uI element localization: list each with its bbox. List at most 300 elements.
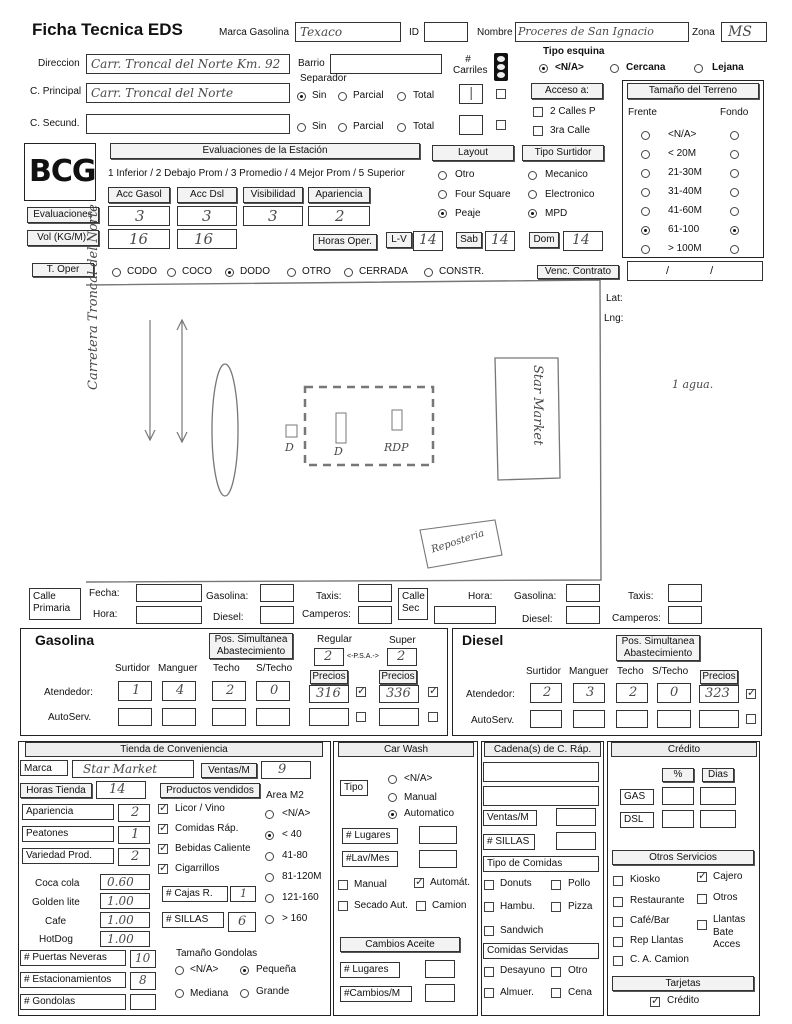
product-label: Comidas Ráp. — [175, 823, 239, 834]
cw-manual-radio[interactable] — [388, 793, 397, 802]
gasolina-pos-button[interactable]: Pos. Simultanea Abastecimiento — [209, 633, 293, 659]
dias-header: Dias — [702, 768, 734, 782]
esquina-lejana-radio[interactable] — [694, 64, 703, 73]
principal-value: Carr. Troncal del Norte — [91, 86, 234, 100]
area-radio[interactable] — [265, 915, 274, 924]
productos-header: Productos vendidos — [160, 783, 260, 798]
cafebar-label: Café/Bar — [630, 915, 670, 926]
ca-lugares-label: # Lugares — [340, 962, 400, 978]
restaurante-checkbox[interactable] — [613, 897, 623, 907]
gas-auto-regular-checkbox[interactable] — [356, 712, 366, 722]
gas-col-manguer: Manguer — [158, 663, 198, 674]
fondo-radio[interactable] — [730, 188, 739, 197]
golden-field[interactable]: 1.00 — [100, 893, 150, 909]
estac-field[interactable]: 8 — [130, 972, 156, 990]
esquina-na-label: <N/A> — [555, 62, 584, 73]
esquina-cercana-radio[interactable] — [610, 64, 619, 73]
zona-label: Zona — [692, 27, 715, 38]
acc-gasol-field[interactable]: 3 — [108, 206, 170, 226]
hora-label: Hora: — [93, 609, 118, 620]
id-label: ID — [409, 27, 419, 38]
taxis-sec-field[interactable] — [668, 584, 702, 602]
dsl-col-manguer: Manguer — [569, 666, 609, 677]
cajas-label: # Cajas R. — [162, 886, 228, 902]
layout-foursquare-label: Four Square — [455, 189, 511, 200]
principal-sin-radio[interactable] — [297, 92, 306, 101]
gas-col-stecho: S/Techo — [256, 663, 293, 674]
ca-lugares-field[interactable] — [425, 960, 455, 978]
acceso-2calles-checkbox[interactable] — [533, 107, 543, 117]
sillas-tienda-field[interactable]: 6 — [228, 912, 256, 932]
gas-stecho-field[interactable]: 0 — [256, 681, 290, 701]
otro-comida-label: Otro — [568, 965, 588, 976]
calle-primaria-box: Calle Primaria — [29, 588, 81, 620]
product-checkbox[interactable] — [158, 804, 168, 814]
zona-field[interactable] — [721, 22, 767, 42]
terreno-size-label: > 100M — [668, 243, 702, 254]
dsl-stecho-field[interactable]: 0 — [657, 683, 691, 703]
cw-automat-label: Automát. — [430, 877, 471, 888]
variedad-field[interactable]: 2 — [118, 848, 150, 866]
horas-tienda-field[interactable]: 14 — [96, 781, 146, 799]
regular-field[interactable]: 2 — [314, 648, 344, 666]
tipo-esquina-label: Tipo esquina — [543, 46, 605, 57]
diesel-count-field[interactable] — [260, 606, 294, 624]
cw-manual-checkbox[interactable] — [338, 880, 348, 890]
secund-checkbox[interactable] — [496, 120, 506, 130]
pizza-label: Pizza — [568, 901, 593, 912]
cw-auto-label: Automatico — [404, 808, 455, 819]
product-checkbox[interactable] — [158, 864, 168, 874]
dsl-auto-stecho[interactable] — [657, 710, 691, 728]
cajas-field[interactable]: 1 — [230, 886, 256, 902]
surtidor-button[interactable]: Tipo Surtidor — [522, 145, 604, 161]
gas-auto-stecho[interactable] — [256, 708, 290, 726]
peatones-label: Peatones — [22, 826, 114, 842]
cw-na-label: <N/A> — [404, 773, 433, 784]
carwash-header: Car Wash — [338, 742, 474, 757]
oper-constr-radio[interactable] — [424, 268, 433, 277]
acc-dsl-field[interactable]: 3 — [177, 206, 237, 226]
gas-col-techo: Techo — [213, 663, 240, 674]
cafe-label: Cafe — [45, 916, 67, 927]
gond-pequena-label: Pequeña — [256, 964, 297, 975]
ventas-tienda-label: Ventas/M — [201, 763, 257, 778]
road-label: Carretera Troncal del Norte — [86, 204, 101, 390]
cw-camion-checkbox[interactable] — [416, 901, 426, 911]
marca-tienda-label-box: Marca — [20, 760, 68, 776]
cw-na-radio[interactable] — [388, 775, 397, 784]
traffic-light-icon — [494, 53, 508, 81]
diesel-sec-field[interactable] — [566, 606, 600, 624]
area-radio[interactable] — [265, 810, 274, 819]
fecha-field[interactable] — [136, 584, 202, 602]
peatones-field[interactable]: 1 — [118, 826, 150, 844]
gas-surtidor-field[interactable]: 1 — [118, 681, 152, 701]
dsl-manguer-field[interactable]: 3 — [573, 683, 605, 703]
t-oper-button[interactable]: T. Oper — [32, 263, 94, 277]
visibilidad-field[interactable]: 3 — [243, 206, 303, 226]
dom-label: Dom — [529, 232, 559, 248]
principal-sin-label: Sin — [312, 90, 327, 101]
comidas-servidas-header: Comidas Servidas — [483, 943, 599, 959]
layout-otro-radio[interactable] — [438, 171, 447, 180]
desayuno-checkbox[interactable] — [484, 967, 494, 977]
surtidor-mpd-label: MPD — [545, 208, 568, 219]
area-radio[interactable] — [265, 873, 274, 882]
gas-auto-techo[interactable] — [212, 708, 246, 726]
kiosko-checkbox[interactable] — [613, 876, 623, 886]
lv-label: L-V — [386, 232, 412, 248]
area-radio[interactable] — [265, 894, 274, 903]
sab-label: Sab — [456, 232, 482, 248]
terreno-size-label: <N/A> — [668, 129, 697, 140]
nombre-field[interactable] — [515, 22, 689, 42]
pump3-label: RDP — [384, 441, 409, 454]
diesel-count-label: Diesel: — [213, 612, 244, 623]
coca-field[interactable]: 0.60 — [100, 874, 150, 890]
pizza-checkbox[interactable] — [551, 902, 561, 912]
otros-servicios-header: Otros Servicios — [612, 850, 754, 865]
area-radio[interactable] — [265, 831, 274, 840]
oper-option-label: COCO — [182, 266, 212, 277]
cw-lugares-label: # Lugares — [342, 828, 398, 844]
esquina-na-radio[interactable] — [539, 64, 548, 73]
dsl-auto-precio[interactable] — [699, 710, 739, 728]
cw-lugares-field[interactable] — [419, 826, 457, 844]
cw-camion-label: Camion — [432, 900, 467, 911]
principal-parcial-radio[interactable] — [338, 92, 347, 101]
frente-radio[interactable] — [641, 188, 650, 197]
gas-atendedor-label: Atendedor: — [44, 687, 93, 698]
marca-field[interactable] — [295, 22, 401, 42]
rep-llantas-label: Rep Llantas — [630, 935, 684, 946]
dsl-techo-field[interactable]: 2 — [616, 683, 648, 703]
hora-sec-field[interactable] — [434, 606, 496, 624]
gond-grande-label: Grande — [256, 986, 290, 997]
oper-option-label: CODO — [127, 266, 157, 277]
cajero-checkbox[interactable] — [697, 872, 707, 882]
hambu-label: Hambu. — [500, 901, 536, 912]
secund-total-radio[interactable] — [397, 123, 406, 132]
cw-secado-checkbox[interactable] — [338, 901, 348, 911]
dsl-auto-surtidor[interactable] — [530, 710, 562, 728]
dsl-surtidor-field[interactable]: 2 — [530, 683, 562, 703]
donuts-label: Donuts — [500, 878, 532, 889]
store-label: Star Market — [530, 365, 545, 446]
principal-parcial-label: Parcial — [353, 90, 384, 101]
dsl-precios-header: Precios — [700, 670, 738, 684]
cw-manual-label: Manual — [404, 792, 437, 803]
sab-field[interactable]: 14 — [485, 231, 515, 251]
product-checkbox[interactable] — [158, 844, 168, 854]
dsl-auto-manguer[interactable] — [573, 710, 605, 728]
marca-label: Marca Gasolina — [219, 27, 290, 38]
dsl-auto-checkbox[interactable] — [746, 714, 756, 724]
hora-sec-label: Hora: — [468, 591, 493, 602]
frente-radio[interactable] — [641, 226, 650, 235]
coca-label: Coca cola — [35, 878, 80, 889]
gas-credit-label: GAS — [620, 789, 654, 805]
product-label: Cigarrillos — [175, 863, 220, 874]
gondolas-label: # Gondolas — [20, 994, 126, 1010]
donuts-checkbox[interactable] — [484, 880, 494, 890]
gas-techo-field[interactable]: 2 — [212, 681, 246, 701]
dsl-auto-techo[interactable] — [616, 710, 648, 728]
surtidor-mecanico-radio[interactable] — [528, 171, 537, 180]
oper-otro-radio[interactable] — [287, 268, 296, 277]
precios-regular-header: Precios — [310, 670, 348, 684]
area-label: Area M2 — [266, 790, 304, 801]
terreno-size-label: < 20M — [668, 148, 697, 159]
cw-automat-checkbox[interactable] — [414, 878, 424, 888]
acceso-3ra-checkbox[interactable] — [533, 126, 543, 136]
id-field[interactable] — [424, 22, 468, 42]
nombre-label: Nombre — [477, 27, 513, 38]
principal-total-label: Total — [413, 90, 435, 101]
vol-dsl-field[interactable]: 16 — [177, 229, 237, 249]
venc-contrato-field[interactable]: / / — [627, 261, 763, 281]
camperos-sec-field[interactable] — [668, 606, 702, 624]
site-sketch — [0, 280, 792, 590]
pollo-label: Pollo — [568, 878, 591, 889]
hotdog-field[interactable]: 1.00 — [100, 931, 150, 947]
tam-gondolas-label: Tamaño Gondolas — [176, 948, 258, 959]
gas-precio-super[interactable]: 336 — [379, 685, 419, 703]
esquina-lejana-label: Lejana — [712, 62, 744, 73]
gas-regular-checkbox[interactable] — [356, 687, 366, 697]
oper-dodo-radio[interactable] — [225, 268, 234, 277]
puertas-field[interactable]: 10 — [130, 950, 156, 968]
cw-manual-chk-label: Manual — [354, 879, 387, 890]
desayuno-label: Desayuno — [500, 965, 546, 976]
frente-radio[interactable] — [641, 169, 650, 178]
direccion-label: Direccion — [38, 58, 80, 69]
evaluaciones-button[interactable]: Evaluaciones — [27, 207, 99, 223]
gas-manguer-field[interactable]: 4 — [162, 681, 196, 701]
cadena-sillas-field[interactable] — [556, 832, 596, 850]
regular-label: Regular — [317, 634, 353, 645]
secund-sin-label: Sin — [312, 121, 327, 132]
barrio-field[interactable] — [330, 54, 442, 74]
credito-card-checkbox[interactable] — [650, 997, 660, 1007]
cw-auto-radio[interactable] — [388, 810, 397, 819]
surtidor-electronico-label: Electronico — [545, 189, 595, 200]
dsl-credit-pct[interactable] — [662, 810, 694, 828]
otros-serv-checkbox[interactable] — [697, 894, 707, 904]
gond-pequena-radio[interactable] — [240, 966, 249, 975]
secund-total-label: Total — [413, 121, 435, 132]
cadena-name-field[interactable] — [483, 762, 599, 782]
gas-auto-super-checkbox[interactable] — [428, 712, 438, 722]
gas-super-checkbox[interactable] — [428, 687, 438, 697]
golden-label: Golden lite — [32, 897, 80, 908]
hotdog-label: HotDog — [39, 934, 73, 945]
frente-radio[interactable] — [641, 150, 650, 159]
hora-field[interactable] — [136, 606, 202, 624]
acceso-3ra-label: 3ra Calle — [550, 125, 591, 136]
venc-contrato-button[interactable]: Venc. Contrato — [537, 265, 619, 279]
cafebar-checkbox[interactable] — [613, 917, 623, 927]
fondo-radio[interactable] — [730, 226, 739, 235]
visibilidad-header: Visibilidad — [243, 187, 303, 203]
dsl-autoserv-label: AutoServ. — [471, 715, 515, 726]
principal-carriles-field[interactable]: | — [459, 84, 483, 104]
gond-mediana-radio[interactable] — [175, 989, 184, 998]
area-option-label: 121-160 — [282, 892, 319, 903]
frente-radio[interactable] — [641, 207, 650, 216]
frente-radio[interactable] — [641, 131, 650, 140]
otro-comida-checkbox[interactable] — [551, 967, 561, 977]
pump1-label: D — [285, 441, 294, 454]
hambu-checkbox[interactable] — [484, 902, 494, 912]
gas-auto-precio-regular[interactable] — [309, 708, 349, 726]
llantas-checkbox[interactable] — [697, 920, 707, 930]
cadena-header: Cadena(s) de C. Ráp. — [484, 742, 601, 757]
gasolina-count-label: Gasolina: — [206, 591, 249, 602]
diesel-pos-button[interactable]: Pos. Simultanea Abastecimiento — [616, 635, 700, 661]
layout-otro-label: Otro — [455, 169, 475, 180]
direccion-field[interactable] — [86, 54, 290, 74]
rep-llantas-checkbox[interactable] — [613, 937, 623, 947]
cambios-aceite-header: Cambios Aceite — [340, 937, 460, 952]
sandwich-label: Sandwich — [500, 925, 544, 936]
fondo-radio[interactable] — [730, 131, 739, 140]
gas-precio-regular[interactable]: 316 — [309, 685, 349, 703]
surtidor-electronico-radio[interactable] — [528, 190, 537, 199]
sandwich-checkbox[interactable] — [484, 926, 494, 936]
almuer-checkbox[interactable] — [484, 988, 494, 998]
cadena-ventas-field[interactable] — [556, 808, 596, 826]
cadena-ventas-label: Ventas/M — [483, 810, 537, 826]
fondo-radio[interactable] — [730, 150, 739, 159]
tipo-comidas-header: Tipo de Comidas — [483, 856, 599, 872]
gas-auto-surtidor[interactable] — [118, 708, 152, 726]
taxis-field[interactable] — [358, 584, 392, 602]
bcg-logo — [24, 143, 96, 201]
camperos-field[interactable] — [358, 606, 392, 624]
oper-codo-radio[interactable] — [112, 268, 121, 277]
acc-gasol-header: Acc Gasol — [108, 187, 170, 203]
dsl-credit-dias[interactable] — [700, 810, 736, 828]
lng-label: Lng: — [604, 313, 624, 324]
fondo-radio[interactable] — [730, 245, 739, 254]
gas-credit-pct[interactable] — [662, 787, 694, 805]
cw-lav-field[interactable] — [419, 850, 457, 868]
apariencia-tienda-field[interactable]: 2 — [118, 804, 150, 822]
ca-cambios-field[interactable] — [425, 984, 455, 1002]
camperos-sec-label: Camperos: — [612, 613, 661, 624]
psa-label: <-P.S.A.-> — [347, 653, 379, 660]
horas-oper-button[interactable]: Horas Oper. — [313, 234, 377, 250]
secund-carriles-field[interactable] — [459, 115, 483, 135]
gas-auto-precio-super[interactable] — [379, 708, 419, 726]
gasolina-sec-label: Gasolina: — [514, 591, 557, 602]
area-option-label: > 160 — [282, 913, 308, 924]
dsl-precio-checkbox[interactable] — [746, 689, 756, 699]
nombre-value: Proceres de San Ignacio — [518, 25, 654, 38]
secund-parcial-radio[interactable] — [338, 123, 347, 132]
frente-label: Frente — [628, 107, 657, 118]
cena-checkbox[interactable] — [551, 988, 561, 998]
secund-sin-radio[interactable] — [297, 123, 306, 132]
frente-radio[interactable] — [641, 245, 650, 254]
cadena-sillas-label: # SILLAS — [483, 834, 535, 850]
gas-auto-manguer[interactable] — [162, 708, 196, 726]
dsl-precio[interactable]: 323 — [699, 685, 739, 703]
apariencia-header: Apariencia — [308, 187, 370, 203]
otros-serv-label: Otros — [713, 892, 738, 903]
apariencia-field[interactable]: 2 — [308, 206, 370, 226]
principal-total-radio[interactable] — [397, 92, 406, 101]
layout-foursquare-radio[interactable] — [438, 190, 447, 199]
vol-gasol-field[interactable]: 16 — [108, 229, 170, 249]
oper-cerrada-radio[interactable] — [344, 268, 353, 277]
page-title: Ficha Tecnica EDS — [32, 20, 183, 39]
dsl-credit-label: DSL — [620, 812, 654, 828]
layout-button[interactable]: Layout — [432, 145, 514, 161]
cafe-field[interactable]: 1.00 — [100, 912, 150, 928]
gas-credit-dias[interactable] — [700, 787, 736, 805]
acceso-button[interactable]: Acceso a: — [531, 83, 603, 99]
ventas-tienda-field[interactable]: 9 — [261, 761, 311, 779]
principal-field[interactable] — [86, 83, 290, 103]
pump2-label: D — [334, 445, 343, 458]
gondolas-field[interactable] — [130, 994, 156, 1010]
lv-field[interactable]: 14 — [413, 231, 443, 251]
fondo-radio[interactable] — [730, 169, 739, 178]
secund-parcial-label: Parcial — [353, 121, 384, 132]
carriles-label: # Carriles — [453, 54, 488, 76]
pct-header: % — [662, 768, 694, 782]
gasolina-sec-field[interactable] — [566, 584, 600, 602]
diesel-title: Diesel — [462, 632, 504, 648]
principal-checkbox[interactable] — [496, 89, 506, 99]
surtidor-mpd-radio[interactable] — [528, 209, 537, 218]
product-checkbox[interactable] — [158, 824, 168, 834]
fondo-radio[interactable] — [730, 207, 739, 216]
gasolina-count-field[interactable] — [260, 584, 294, 602]
evaluaciones-header: Evaluaciones de la Estación — [110, 143, 420, 159]
dom-field[interactable]: 14 — [563, 231, 603, 251]
terreno-size-label: 41-60M — [668, 205, 702, 216]
ca-camion-checkbox[interactable] — [613, 956, 623, 966]
gond-grande-radio[interactable] — [240, 989, 249, 998]
cadena-name2-field[interactable] — [483, 786, 599, 806]
gond-na-radio[interactable] — [175, 966, 184, 975]
barrio-label: Barrio — [298, 58, 325, 69]
pollo-checkbox[interactable] — [551, 880, 561, 890]
restaurante-label: Restaurante — [630, 895, 685, 906]
acc-dsl-header: Acc Dsl — [177, 187, 237, 203]
super-field[interactable]: 2 — [387, 648, 417, 666]
marca-tienda-field[interactable]: Star Market — [72, 760, 194, 778]
area-option-label: < 40 — [282, 829, 302, 840]
oper-coco-radio[interactable] — [167, 268, 176, 277]
vol-button[interactable]: Vol (KG/M): — [27, 230, 99, 246]
marca-value: Texaco — [300, 25, 343, 39]
area-radio[interactable] — [265, 852, 274, 861]
credito-card-label: Crédito — [667, 995, 700, 1006]
tienda-header: Tienda de Conveniencia — [25, 742, 323, 757]
apariencia-tienda-label: Apariencia — [22, 804, 114, 820]
layout-peaje-radio[interactable] — [438, 209, 447, 218]
cw-secado-label: Secado Aut. — [354, 900, 408, 911]
almuer-label: Almuer. — [500, 987, 534, 998]
calle-sec-box: Calle Sec — [398, 588, 428, 620]
secund-field[interactable] — [86, 114, 290, 134]
zona-value: MS — [728, 24, 752, 40]
